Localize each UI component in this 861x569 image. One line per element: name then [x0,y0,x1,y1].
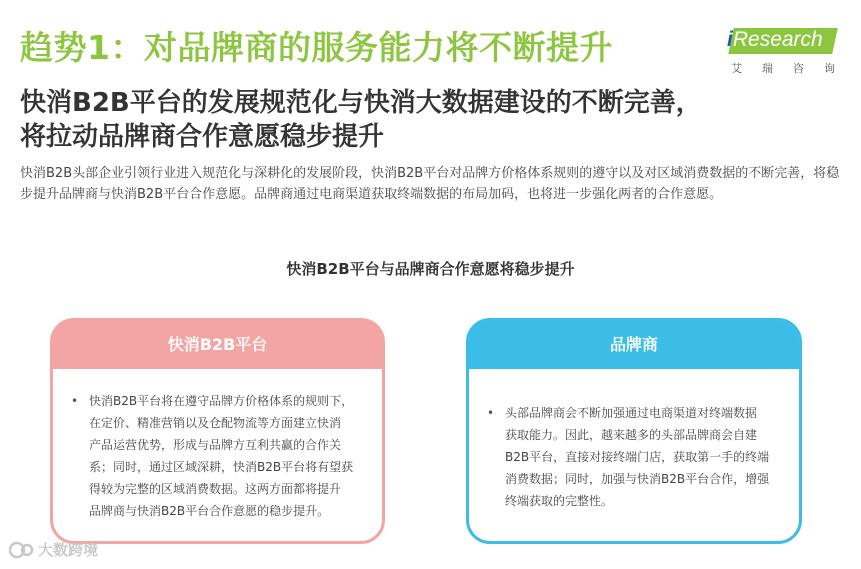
logo-initial: i [727,28,733,51]
page-title: 趋势1：对品牌商的服务能力将不断提升 [20,28,613,67]
logo-sub-char: 询 [824,62,837,75]
watermark-logo-icon [8,541,34,559]
logo-sub-char: 咨 [793,62,806,75]
card-text-line: 产品运营优势，形成与品牌方互利共赢的合作关 [89,438,342,452]
intro-paragraph: 快消B2B头部企业引领行业进入规范化与深耕化的发展阶段，快消B2B平台对品牌方价格体系规则的遵守以及对区域消费数据的不断完善，将稳步提升品牌商与快消B2B平台合作意愿。品牌商通过电商渠道获取终端数据的布局加码，也将进一步强化两者的合作意愿。 [20,166,840,202]
card-header: 品牌商 [469,321,799,369]
logo-wordmark [727,28,823,52]
card-text-line: 得较为完整的区域消费数据。这两方面都将提升 [89,482,342,496]
iresearch-logo [727,18,842,80]
card-text-line: B2B平台，直接对接终端门店，获取第一手的终端 [505,450,770,464]
headline-line: 快消B2B平台的发展规范化与快消大数据建设的不断完善， [20,88,702,118]
card-text-line: 在定价、精准营销以及仓配物流等方面建立快消 [89,416,342,430]
section-title: 快消B2B平台与品牌商合作意愿将稳步提升 [286,260,575,278]
card-body [469,369,799,512]
card-text-line: 系；同时，通过区域深耕，快消B2B平台将有望获 [89,460,354,474]
bullet-dot-icon: • [71,394,79,408]
logo-name: Research [732,28,823,51]
card-body [53,369,382,522]
logo-subtitle [731,60,837,76]
card-header: 快消B2B平台 [53,321,382,369]
card-brand-owner [466,318,802,544]
logo-sub-char: 瑞 [762,62,775,75]
watermark-text: 大数跨境 [38,541,99,559]
headline [20,86,840,154]
bullet-dot-icon: • [487,406,495,420]
logo-sub-char: 艾 [731,62,744,75]
headline-line: 将拉动品牌商合作意愿稳步提升 [20,122,385,152]
card-text-line: 品牌商与快消B2B平台合作意愿的稳步提升。 [89,504,330,518]
card-text-line: 消费数据；同时，加强与快消B2B平台合作，增强 [505,472,770,486]
card-b2b-platform [50,318,385,544]
card-text-line: 头部品牌商会不断加强通过电商渠道对终端数据 [505,406,758,420]
card-text-line: 快消B2B平台将在遵守品牌方价格体系的规则下， [89,394,354,408]
watermark [8,539,98,560]
card-text-line: 终端获取的完整性。 [505,494,614,508]
card-text-line: 获取能力。因此，越来越多的头部品牌商会自建 [505,428,758,442]
